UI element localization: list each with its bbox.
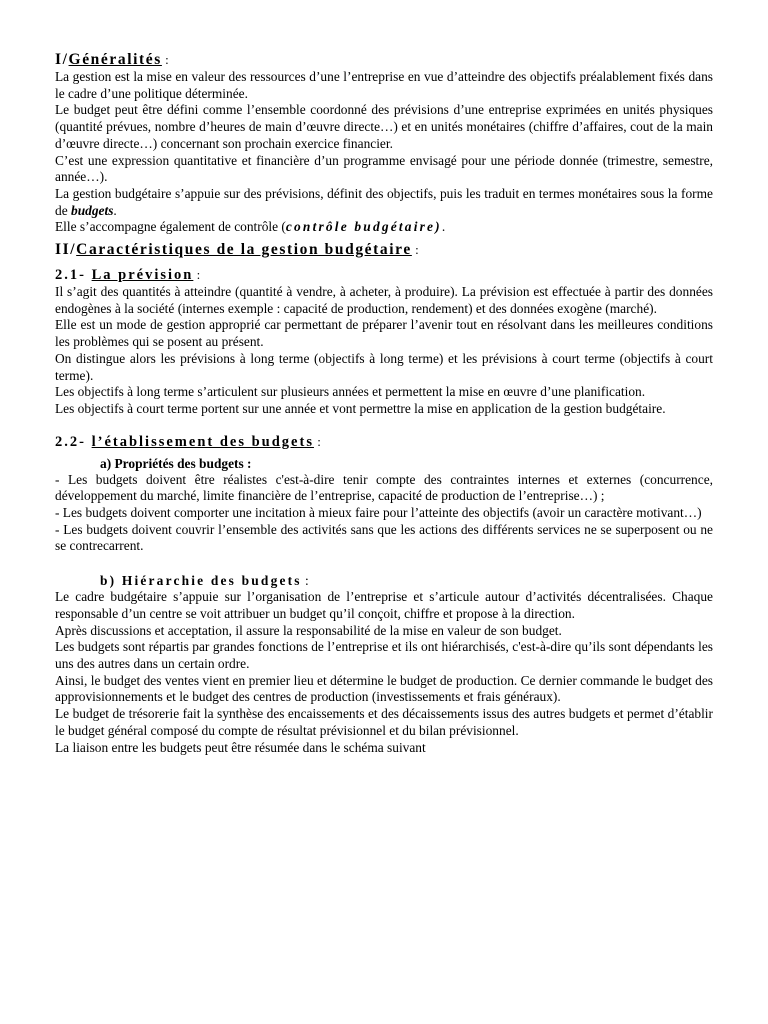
paragraph: Le cadre budgétaire s’appuie sur l’organisation de l’entreprise et s’articule autour d’activités décentralisées. Chaque responsable d’un centre se voit attribuer un budget qu’il conçoit, chiffre et propose à la direction. bbox=[55, 589, 713, 621]
subsection-2-2-prefix: 2.2- bbox=[55, 433, 92, 450]
subheading-hierarchie-colon: : bbox=[301, 573, 309, 589]
paragraph-text: La gestion budgétaire s’appuie sur des prévisions, définit des objectifs, puis les traduit en termes monétaires sous la forme de bbox=[55, 185, 713, 218]
section-1-title: Généralités bbox=[68, 51, 162, 68]
subheading-hierarchie-budgets bbox=[100, 572, 713, 589]
list-item: - Les budgets doivent couvrir l’ensemble des activités sans que les actions des différents services ne se superposent ou ne se contrecarrent. bbox=[55, 521, 713, 554]
section-2-heading bbox=[55, 240, 713, 259]
paragraph: Les budgets sont répartis par grandes fonctions de l’entreprise et ils ont hiérarchisés, c'est-à-dire qu’ils sont dépendants les uns des autres dans un certain ordre. bbox=[55, 639, 713, 671]
paragraph: Les objectifs à court terme portent sur une année et vont permettre la mise en application de la gestion budgétaire. bbox=[55, 400, 666, 416]
section-2-prefix: II/ bbox=[55, 241, 77, 259]
section-1-heading bbox=[55, 50, 713, 69]
paragraph: Les objectifs à long terme s’articulent sur plusieurs années et permettent la mise en œuvre d’une planification. bbox=[55, 384, 646, 400]
document-body bbox=[55, 50, 713, 756]
subsection-2-1-title: La prévision bbox=[91, 267, 194, 284]
subsection-2-2-title: l’établissement des budgets bbox=[91, 433, 314, 450]
paragraph: La gestion est la mise en valeur des ressources d’une l’entreprise en vue d’atteindre des objectifs préalablement fixés dans le cadre d’une politique déterminée. bbox=[55, 69, 713, 101]
paragraph: Elle est un mode de gestion approprié car permettant de préparer l’avenir tout en résolvant dans les meilleures conditions les problèmes qui se posent au présent. bbox=[55, 317, 713, 350]
section-1-prefix: I/ bbox=[55, 51, 69, 68]
paragraph: Le budget peut être défini comme l’ensemble coordonné des prévisions d’une entreprise exprimées en unités physiques (quantité prévues, nombre d’heures de main d’œuvre directe…) et en unités monétaires (chiffre d’affaires, cout de la main d’œuvre directe…) concernant son prochain exercice financier. bbox=[55, 102, 713, 151]
paragraph: Après discussions et acceptation, il assure la responsabilité de la mise en valeur de son budget. bbox=[55, 622, 562, 638]
subsection-2-1-prefix: 2.1- bbox=[55, 267, 92, 284]
subsection-2-2-heading bbox=[55, 433, 713, 451]
paragraph: Ainsi, le budget des ventes vient en premier lieu et détermine le budget de production. Ce dernier commande le budget des approvisionnements et le budget des centres de production (investissements et frais généraux). bbox=[55, 672, 713, 705]
section-1-colon: : bbox=[161, 52, 169, 67]
subsection-2-2-colon: : bbox=[313, 433, 321, 449]
section-2-title: Caractéristiques de la gestion budgétaire bbox=[76, 241, 412, 259]
paragraph bbox=[55, 219, 713, 236]
paragraph: On distingue alors les prévisions à long terme (objectifs à long terme) et les prévisions à court terme (objectifs à court terme). bbox=[55, 350, 713, 383]
section-2-colon: : bbox=[411, 242, 419, 258]
paragraph-text: Elle s’accompagne également de contrôle ( bbox=[55, 219, 286, 235]
list-item: - Les budgets doivent être réalistes c'est-à-dire tenir compte des contraintes internes et externes (concurrence, développement du marché, limite financière de l’entreprise, capacité de production de l’entreprise…) ; bbox=[55, 471, 713, 504]
paragraph bbox=[55, 186, 713, 219]
paragraph: Il s’agit des quantités à atteindre (quantité à vendre, à acheter, à produire). La prévision est effectuée à partir des données endogènes à la société (internes exemple : capacité de production, rendement) et des données exogène (marché). bbox=[55, 284, 713, 316]
subheading-proprietes-budgets: a) Propriétés des budgets : bbox=[100, 455, 252, 471]
subsection-2-1-heading bbox=[55, 266, 713, 284]
paragraph-end: . bbox=[441, 219, 446, 235]
list-item: - Les budgets doivent comporter une incitation à mieux faire pour l’atteinte des objectifs (avoir un caractère motivant…) bbox=[55, 505, 702, 521]
paragraph-end: . bbox=[113, 202, 117, 218]
emphasis-budgets: budgets bbox=[71, 202, 114, 218]
subheading-hierarchie-title: b) Hiérarchie des budgets bbox=[100, 573, 302, 589]
paragraph: Le budget de trésorerie fait la synthèse des encaissements et des décaissements issus des autres budgets et permet d’établir le budget général composé du compte de résultat prévisionnel et du bilan prévisionnel. bbox=[55, 706, 713, 738]
paragraph: La liaison entre les budgets peut être résumée dans le schéma suivant bbox=[55, 739, 426, 755]
subsection-2-1-colon: : bbox=[193, 267, 201, 283]
paragraph: C’est une expression quantitative et financière d’un programme envisagé pour une période donnée (trimestre, semestre, année…). bbox=[55, 152, 713, 185]
emphasis-controle-budgetaire: contrôle budgétaire) bbox=[285, 219, 442, 235]
